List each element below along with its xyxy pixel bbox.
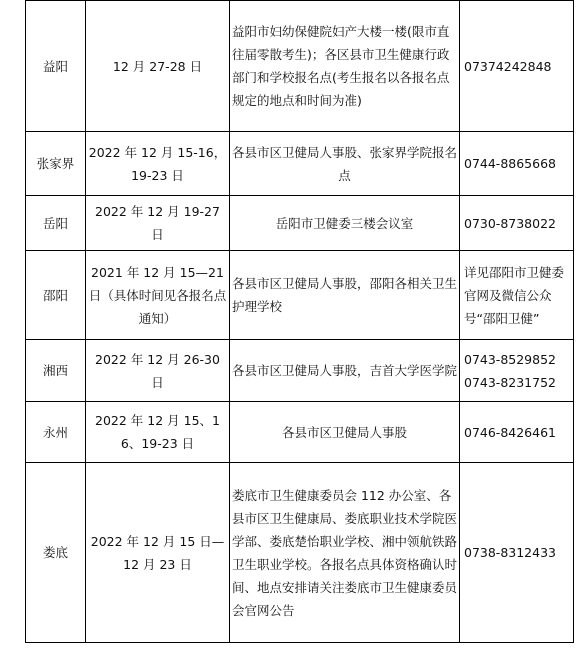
city-cell: 娄底 [26, 463, 86, 643]
phone-cell [460, 340, 574, 402]
city-cell: 邵阳 [26, 251, 86, 340]
phone-cell: 0746-8426461 [460, 402, 574, 463]
table-row [26, 1, 574, 132]
table-row [26, 251, 574, 340]
place-cell: 益阳市妇幼保健院妇产大楼一楼(限市直往届零散考生)；各区县市卫生健康行政部门和学校报名点(考生报名以各报名点规定的地点和时间为准) [230, 1, 460, 132]
registration-table [25, 0, 574, 643]
table-row [26, 463, 574, 643]
date-cell: 2021 年 12 月 15—21 日（具体时间见各报名点通知） [86, 251, 230, 340]
table-row [26, 132, 574, 196]
date-cell: 2022 年 12 月 15 日—12 月 23 日 [86, 463, 230, 643]
city-cell: 永州 [26, 402, 86, 463]
phone-cell: 0744-8865668 [460, 132, 574, 196]
phone-cell: 详见邵阳市卫健委官网及微信公众号“邵阳卫健” [460, 251, 574, 340]
table-row [26, 340, 574, 402]
place-cell: 娄底市卫生健康委员会 112 办公室、各县市区卫生健康局、娄底职业技术学院医学部、娄底楚怡职业学校、湘中领航铁路卫生职业学校。各报名点具体资格确认时间、地点安排请关注娄底市卫生健康委员会官网公告 [230, 463, 460, 643]
place-cell: 各县市区卫健局人事股，邵阳各相关卫生护理学校 [230, 251, 460, 340]
phone-cell: 0738-8312433 [460, 463, 574, 643]
city-cell: 张家界 [26, 132, 86, 196]
date-cell: 12 月 27-28 日 [86, 1, 230, 132]
phone-line: 0743-8529852 [464, 351, 556, 367]
place-cell: 各县市区卫健局人事股 [230, 402, 460, 463]
city-cell: 岳阳 [26, 196, 86, 251]
phone-cell: 07374242848 [460, 1, 574, 132]
table-row [26, 402, 574, 463]
date-cell: 2022 年 12 月 26-30 日 [86, 340, 230, 402]
city-cell: 益阳 [26, 1, 86, 132]
city-cell: 湘西 [26, 340, 86, 402]
date-cell: 2022 年 12 月 15-16，19-23 日 [86, 132, 230, 196]
phone-cell: 0730-8738022 [460, 196, 574, 251]
date-cell: 2022 年 12 月 19-27 日 [86, 196, 230, 251]
place-cell: 各县市区卫健局人事股，吉首大学医学院 [230, 340, 460, 402]
place-cell: 岳阳市卫健委三楼会议室 [230, 196, 460, 251]
date-cell: 2022 年 12 月 15、16、19-23 日 [86, 402, 230, 463]
place-cell: 各县市区卫健局人事股、张家界学院报名点 [230, 132, 460, 196]
phone-line: 0743-8231752 [464, 374, 556, 390]
table-row [26, 196, 574, 251]
